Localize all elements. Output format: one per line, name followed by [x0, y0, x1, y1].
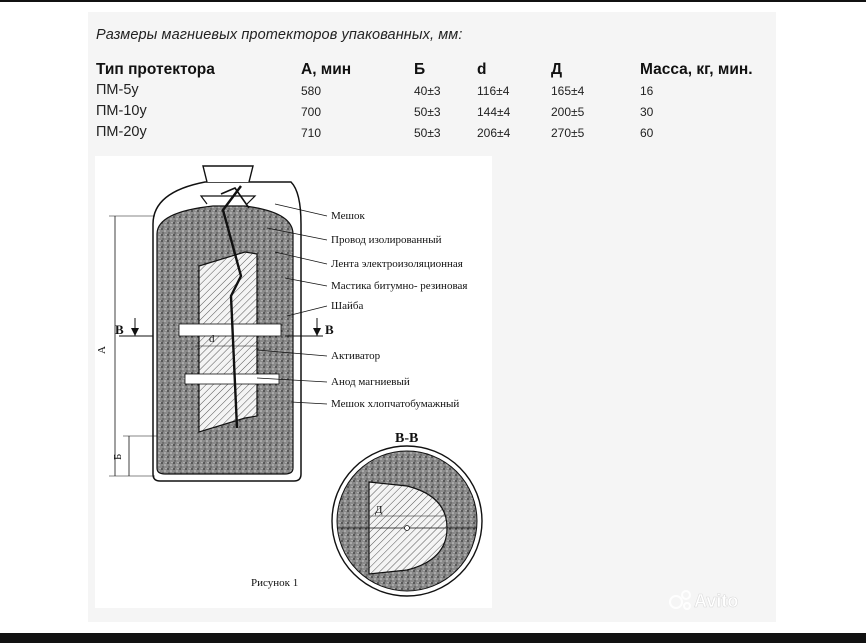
cell-mass: 60 — [640, 126, 654, 140]
watermark-text: Avito — [694, 591, 739, 611]
cell-d-large: 200±5 — [551, 105, 585, 119]
callout-insulating-tape: Лента электроизоляционная — [331, 258, 463, 270]
section-title: В-В — [395, 431, 419, 446]
header-b: Б — [414, 61, 426, 78]
cell-d-small: 116±4 — [477, 84, 510, 98]
section-mark-right: В — [325, 322, 334, 337]
header-a: А, мин — [301, 61, 352, 78]
dim-d-label: d — [209, 333, 215, 345]
cross-section — [332, 446, 482, 596]
page-title: Размеры магниевых протекторов упакованных, мм: — [96, 27, 463, 43]
cell-mass: 30 — [640, 105, 654, 119]
callout-insulated-wire: Провод изолированный — [331, 234, 442, 246]
drawing-svg — [95, 156, 492, 608]
header-d-small: d — [477, 61, 487, 78]
callout-anode: Анод магниевый — [331, 376, 410, 388]
protector-drawing — [95, 156, 492, 608]
header-mass: Масса, кг, мин. — [640, 61, 753, 78]
cell-a: 700 — [301, 105, 322, 119]
bottom-border — [0, 633, 866, 643]
header-type: Тип протектора — [96, 61, 215, 78]
cell-a: 710 — [301, 126, 322, 140]
cell-d-large: 270±5 — [551, 126, 585, 140]
header-d-large: Д — [551, 61, 563, 78]
cell-mass: 16 — [640, 84, 654, 98]
cell-type: ПМ-20у — [96, 124, 147, 140]
section-mark-left: В — [115, 322, 124, 337]
figure-caption: Рисунок 1 — [251, 577, 299, 589]
cell-d-small: 144±4 — [477, 105, 511, 119]
cell-type: ПМ-5у — [96, 82, 139, 98]
top-border — [0, 0, 866, 2]
callout-activator: Активатор — [331, 350, 381, 362]
callout-mastic: Мастика битумно- резиновая — [331, 280, 468, 292]
callout-cotton-bag: Мешок хлопчатобумажный — [331, 398, 460, 410]
section-dim-label: Д — [375, 504, 383, 516]
dim-b-label: Б — [112, 453, 124, 460]
cell-d-small: 206±4 — [477, 126, 511, 140]
cell-b: 40±3 — [414, 84, 441, 98]
cell-b: 50±3 — [414, 126, 441, 140]
cell-type: ПМ-10у — [96, 103, 147, 119]
avito-watermark — [666, 587, 776, 613]
callout-washer: Шайба — [331, 300, 364, 312]
cell-b: 50±3 — [414, 105, 441, 119]
cell-d-large: 165±4 — [551, 84, 585, 98]
dim-a-label: А — [96, 346, 108, 354]
cell-a: 580 — [301, 84, 322, 98]
callout-bag: Мешок — [331, 210, 365, 222]
